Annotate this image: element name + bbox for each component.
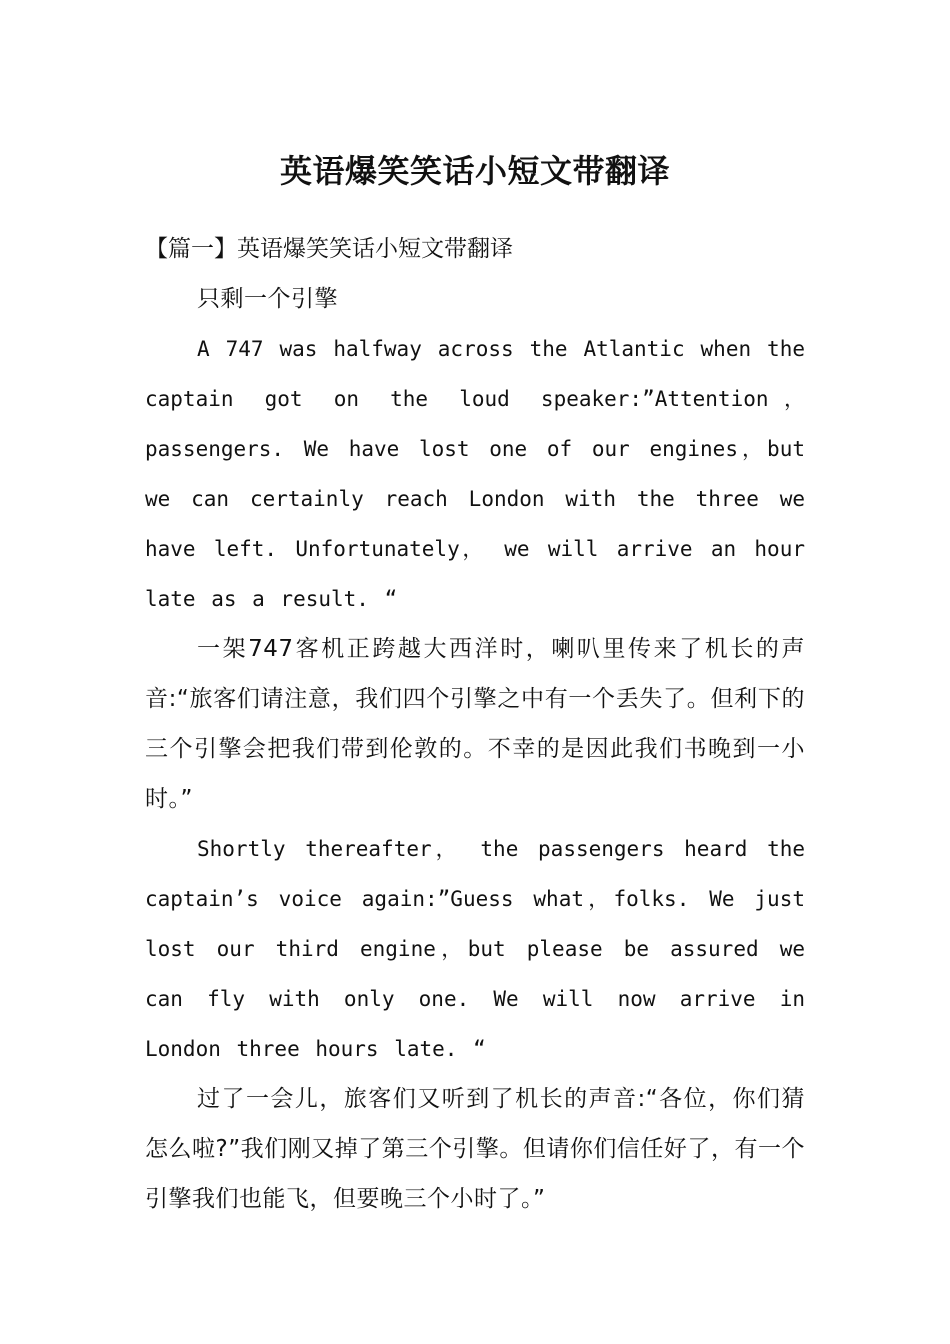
document-body [145, 224, 805, 1224]
paragraph-english-1: A 747 was halfway across the Atlantic when the captain got on the loud speaker:”Attention， passengers. We have lost one of our engines，but we can certainly reach London with the three we have left. Unfortunately， we will arrive an hour late as a result. “ [145, 337, 805, 611]
paragraph-chinese-2: 过了一会儿，旅客们又听到了机长的声音:“各位，你们猜怎么啦?”我们刚又掉了第三个引擎。但请你们信任好了，有一个引擎我们也能飞，但要晚三个小时了。” [145, 1086, 805, 1212]
story-title: 只剩一个引擎 [197, 286, 338, 312]
document-title: 英语爆笑笑话小短文带翻译 [279, 152, 670, 191]
paragraph-chinese-1: 一架747客机正跨越大西洋时，喇叭里传来了机长的声音:“旅客们请注意，我们四个引擎之中有一个丢失了。但利下的三个引擎会把我们带到伦敦的。不幸的是因此我们书晚到一小时。” [145, 636, 805, 812]
paragraph-english-2: Shortly thereafter， the passengers heard the captain’s voice again:”Guess what，folks. We just lost our third engine，but please be assured we can fly with only one. We will now arrive in London three hours late. “ [145, 837, 805, 1061]
section-heading: 【篇一】英语爆笑笑话小短文带翻译 [145, 236, 513, 262]
